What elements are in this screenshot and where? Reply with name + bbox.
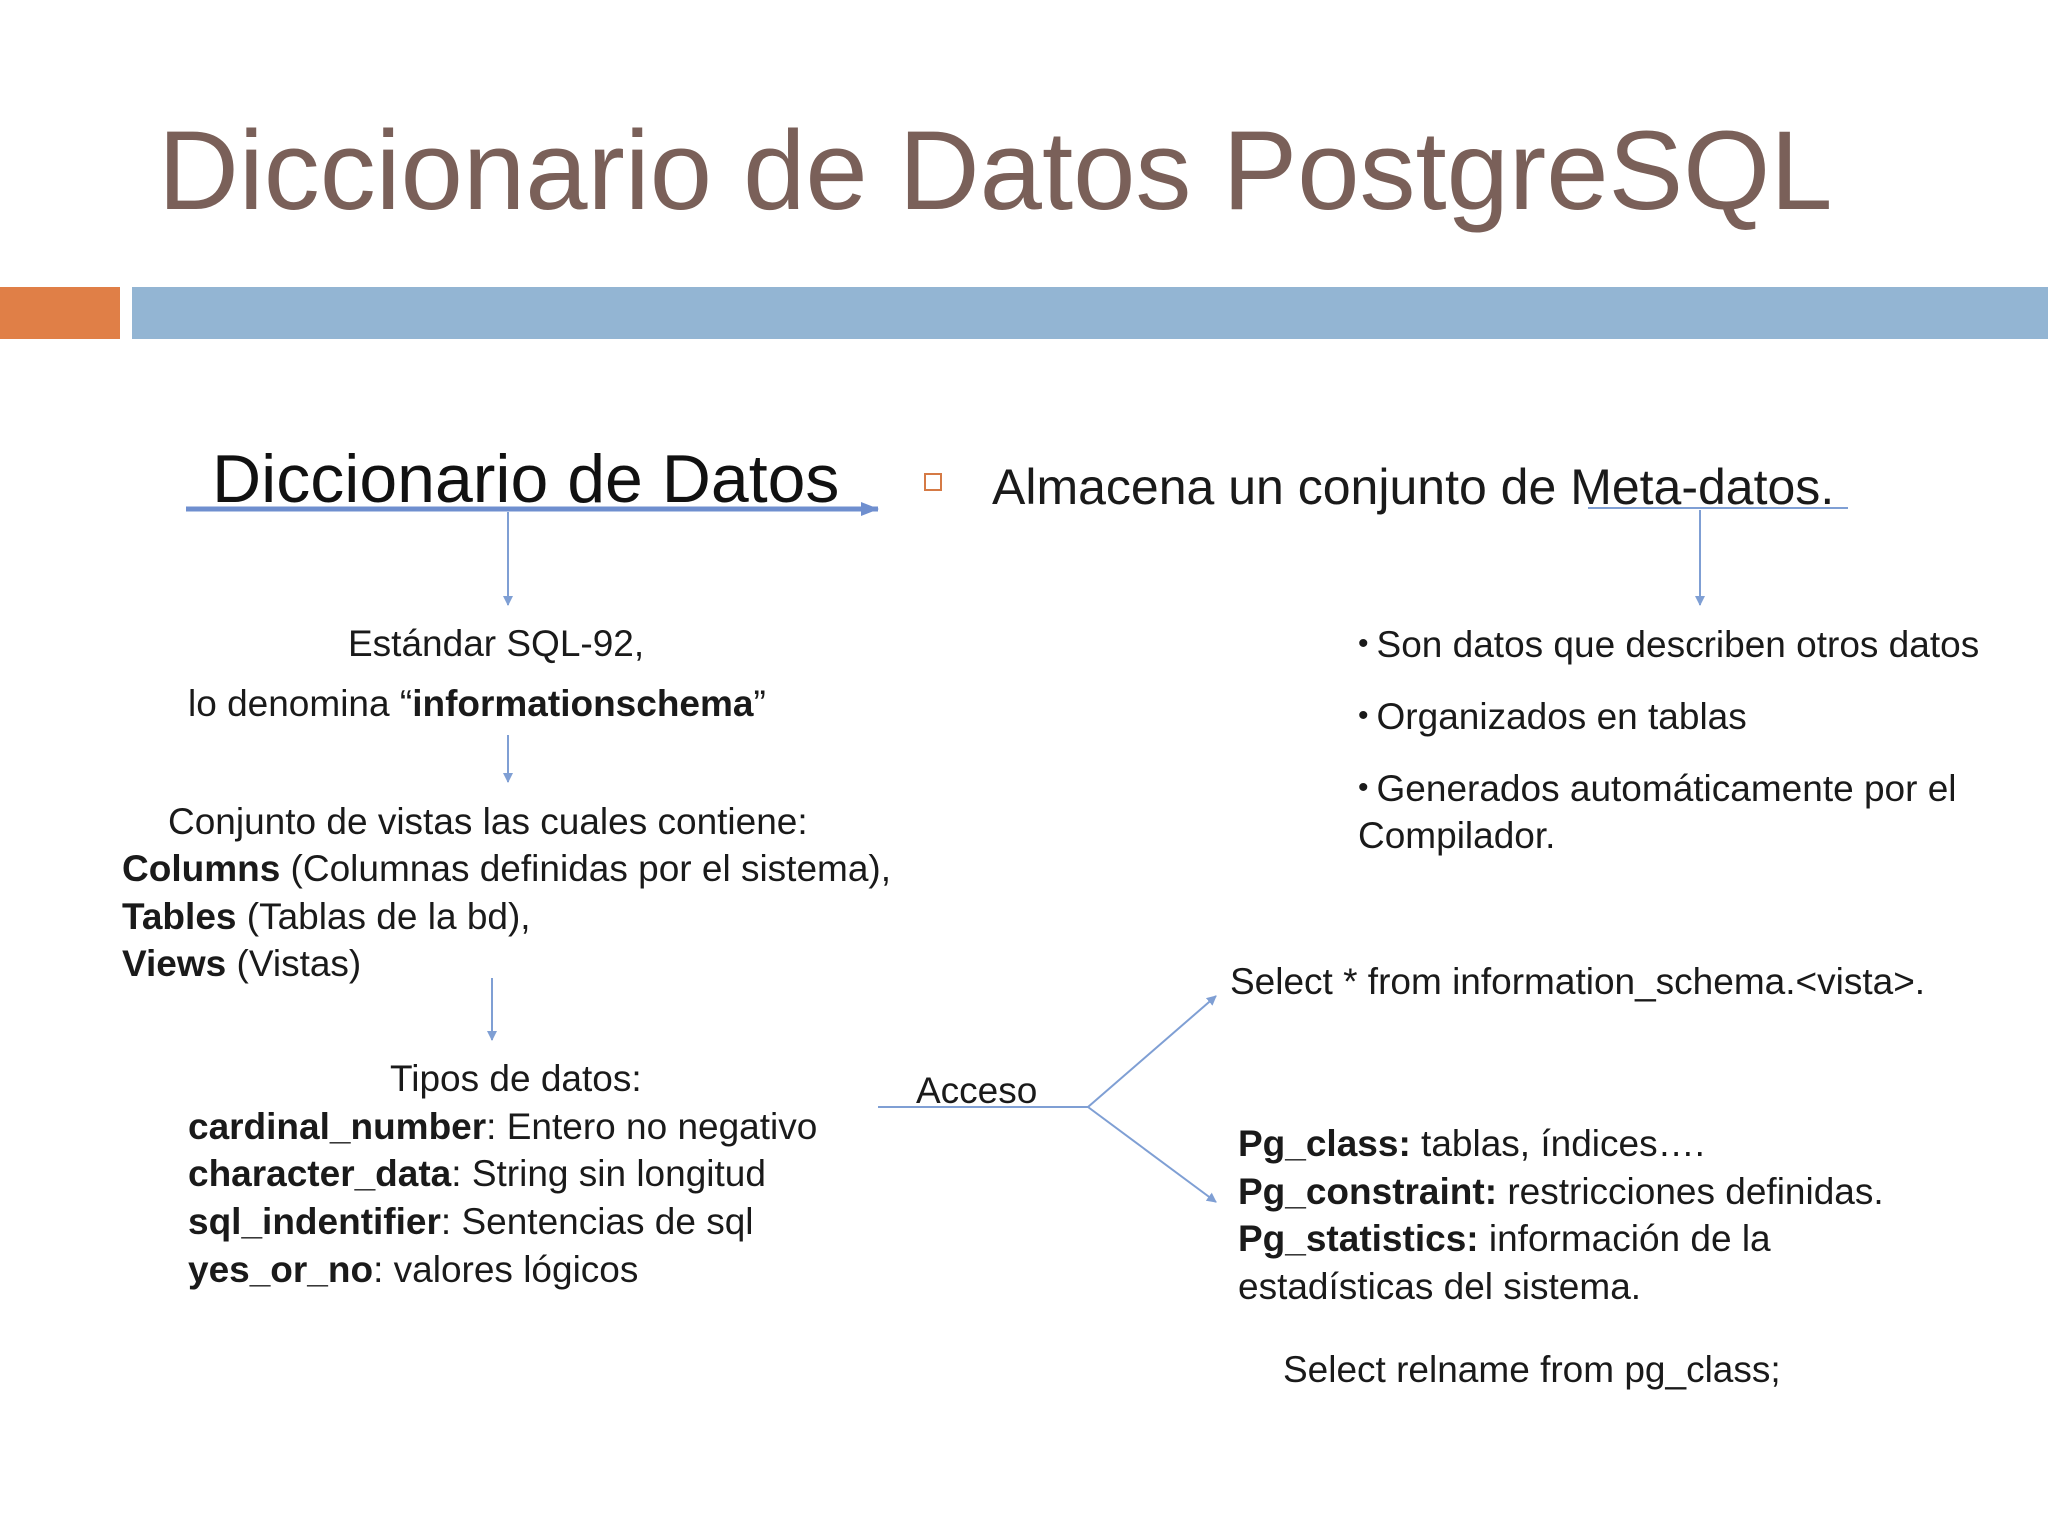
metadatos-item xyxy=(1358,764,1957,813)
vista-item-desc: (Columnas definidas por el sistema), xyxy=(280,848,892,889)
tipo-item-term: yes_or_no xyxy=(188,1249,374,1290)
page-title: Diccionario de Datos PostgreSQL xyxy=(158,108,1833,233)
tipo-item-desc: : Sentencias de sql xyxy=(440,1201,754,1242)
vista-item-tables xyxy=(122,893,531,941)
pg-item-term: Pg_constraint: xyxy=(1238,1171,1498,1212)
pg-item-desc: información de la xyxy=(1478,1218,1771,1259)
metadatos-item-continuation: Compilador. xyxy=(1358,815,1556,856)
pg-item-desc: tablas, índices…. xyxy=(1410,1123,1705,1164)
vista-item-term: Columns xyxy=(122,848,281,889)
pg-item-constraint xyxy=(1238,1168,1884,1216)
pg-item-class xyxy=(1238,1120,1705,1168)
metadatos-item-text: Generados automáticamente por el xyxy=(1376,768,1957,809)
tipo-item-sql-identifier xyxy=(188,1198,754,1246)
vista-item-desc: (Tablas de la bd), xyxy=(236,896,531,937)
estandar-line: Estándar SQL-92, xyxy=(348,623,645,664)
select-information-schema: Select * from information_schema.<vista>. xyxy=(1230,961,1926,1002)
metadatos-item xyxy=(1358,692,1747,741)
bullet-dot-icon: • xyxy=(1358,771,1369,804)
metadatos-item-text: Organizados en tablas xyxy=(1376,696,1747,737)
tipo-item-cardinal-number xyxy=(188,1103,817,1151)
pg-item-statistics xyxy=(1238,1215,1771,1263)
metadatos-item xyxy=(1358,620,1979,669)
bullet-dot-icon: • xyxy=(1358,627,1369,660)
vista-item-desc: (Vistas) xyxy=(226,943,362,984)
vista-item-term: Views xyxy=(122,943,227,984)
tipos-intro: Tipos de datos: xyxy=(390,1058,642,1099)
denomina-prefix: lo denomina “ xyxy=(188,683,413,724)
almacena-text xyxy=(992,458,1834,516)
pg-item-continuation: estadísticas del sistema. xyxy=(1238,1266,1642,1307)
diccionario-label: Diccionario de Datos xyxy=(212,441,840,517)
tipo-item-character-data xyxy=(188,1150,766,1198)
bullet-dot-icon: • xyxy=(1358,699,1369,732)
select-pg-class: Select relname from pg_class; xyxy=(1283,1349,1781,1390)
almacena-suffix: . xyxy=(1820,459,1835,515)
arrow-acceso-up xyxy=(1088,996,1216,1107)
almacena-prefix: Almacena un conjunto de xyxy=(992,459,1571,515)
pg-item-term: Pg_statistics: xyxy=(1238,1218,1479,1259)
denomina-suffix: ” xyxy=(753,683,766,724)
informationschema-term: informationschema xyxy=(412,683,754,724)
tipo-item-desc: : String sin longitud xyxy=(451,1153,766,1194)
tipo-item-desc: : Entero no negativo xyxy=(486,1106,818,1147)
tipo-item-term: sql_indentifier xyxy=(188,1201,441,1242)
tipo-item-term: cardinal_number xyxy=(188,1106,487,1147)
metadatos-item-text: Son datos que describen otros datos xyxy=(1376,624,1980,665)
pg-item-desc: restricciones definidas. xyxy=(1497,1171,1884,1212)
pg-item-term: Pg_class: xyxy=(1238,1123,1411,1164)
metadatos-term: Meta-datos xyxy=(1570,459,1821,515)
arrow-acceso-down xyxy=(1088,1107,1216,1202)
denomina-line xyxy=(188,680,766,728)
vistas-intro: Conjunto de vistas las cuales contiene: xyxy=(168,801,808,842)
tipo-item-yes-or-no xyxy=(188,1246,638,1294)
acceso-label: Acceso xyxy=(916,1070,1038,1111)
vista-item-views xyxy=(122,940,361,988)
vista-item-term: Tables xyxy=(122,896,237,937)
square-bullet-icon xyxy=(924,473,942,491)
tipo-item-desc: : valores lógicos xyxy=(373,1249,639,1290)
vista-item-columns xyxy=(122,845,891,893)
tipo-item-term: character_data xyxy=(188,1153,452,1194)
